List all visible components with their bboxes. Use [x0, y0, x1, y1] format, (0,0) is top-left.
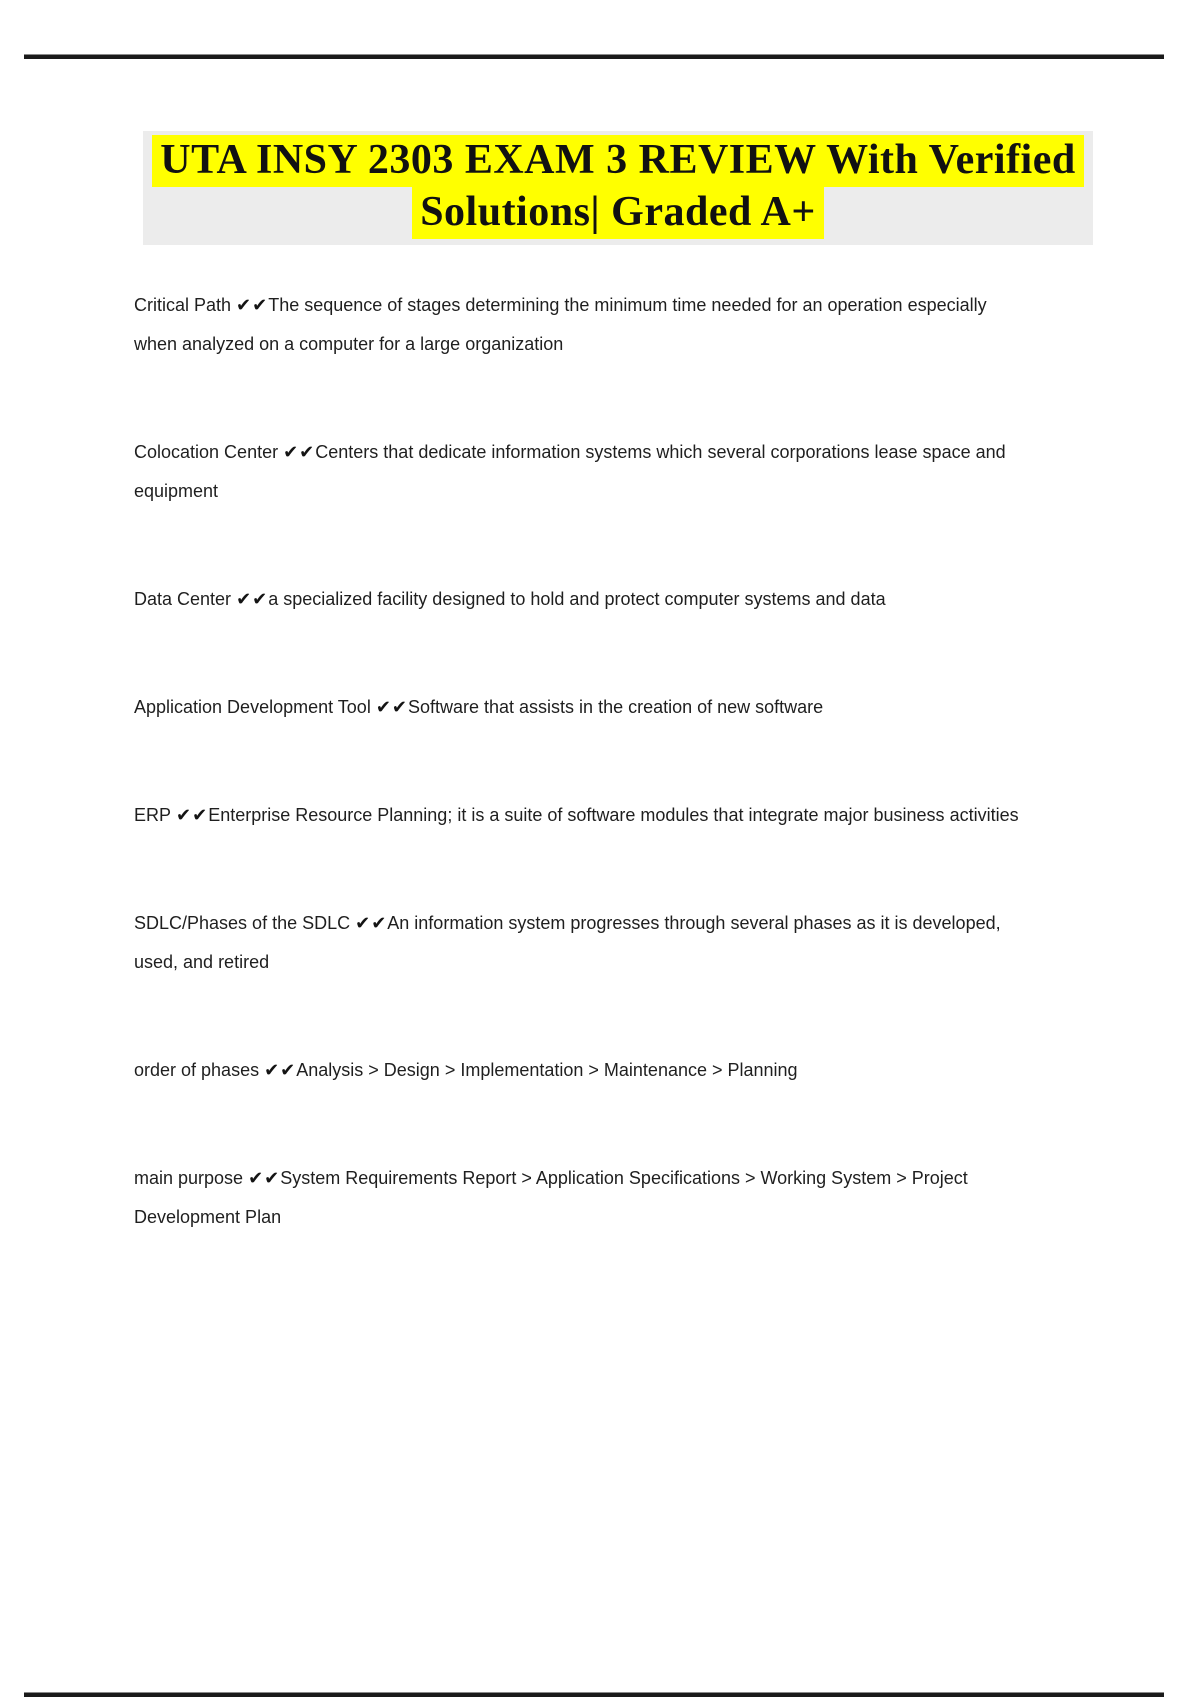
term-text: main purpose	[134, 1168, 244, 1188]
double-checkmark-separator: ✔✔	[355, 913, 388, 934]
qa-item	[134, 286, 1029, 364]
bottom-border-rule	[24, 1692, 1164, 1697]
definition-text: System Requirements Report > Application Specifications > Working System > Project Development Plan	[134, 1168, 968, 1227]
qa-item	[134, 904, 1029, 982]
definition-text: Enterprise Resource Planning; it is a suite of software modules that integrate major business activities	[208, 805, 1019, 825]
title-line-1	[143, 135, 1093, 187]
double-checkmark-separator: ✔✔	[375, 697, 408, 718]
term-text: Critical Path	[134, 295, 232, 315]
definition-text: The sequence of stages determining the minimum time needed for an operation especially when analyzed on a computer for a large organization	[134, 295, 987, 354]
title-highlight-2: Solutions| Graded A+	[412, 187, 824, 239]
title-highlight-1: UTA INSY 2303 EXAM 3 REVIEW With Verified	[152, 135, 1083, 187]
qa-list	[134, 286, 1029, 1306]
qa-item	[134, 688, 1029, 727]
qa-item	[134, 580, 1029, 619]
top-border-rule	[24, 54, 1164, 59]
double-checkmark-separator: ✔✔	[264, 1060, 297, 1081]
definition-text: Analysis > Design > Implementation > Maintenance > Planning	[296, 1060, 798, 1080]
double-checkmark-separator: ✔✔	[236, 295, 269, 316]
term-text: order of phases	[134, 1060, 260, 1080]
qa-item	[134, 1051, 1029, 1090]
term-text: Application Development Tool	[134, 697, 371, 717]
qa-item	[134, 796, 1029, 835]
definition-text: Software that assists in the creation of new software	[407, 697, 824, 717]
term-text: ERP	[134, 805, 172, 825]
definition-text: a specialized facility designed to hold and protect computer systems and data	[268, 589, 886, 609]
double-checkmark-separator: ✔✔	[236, 589, 269, 610]
title-block	[143, 131, 1093, 245]
term-text: SDLC/Phases of the SDLC	[134, 913, 351, 933]
double-checkmark-separator: ✔✔	[176, 805, 209, 826]
term-text: Data Center	[134, 589, 232, 609]
definition-text: An information system progresses through several phases as it is developed, used, and retired	[134, 913, 1001, 972]
qa-item	[134, 433, 1029, 511]
double-checkmark-separator: ✔✔	[283, 442, 316, 463]
double-checkmark-separator: ✔✔	[248, 1168, 281, 1189]
definition-text: Centers that dedicate information systems which several corporations lease space and equipment	[134, 442, 1006, 501]
term-text: Colocation Center	[134, 442, 279, 462]
title-line-2	[143, 187, 1093, 239]
qa-item	[134, 1159, 1029, 1237]
